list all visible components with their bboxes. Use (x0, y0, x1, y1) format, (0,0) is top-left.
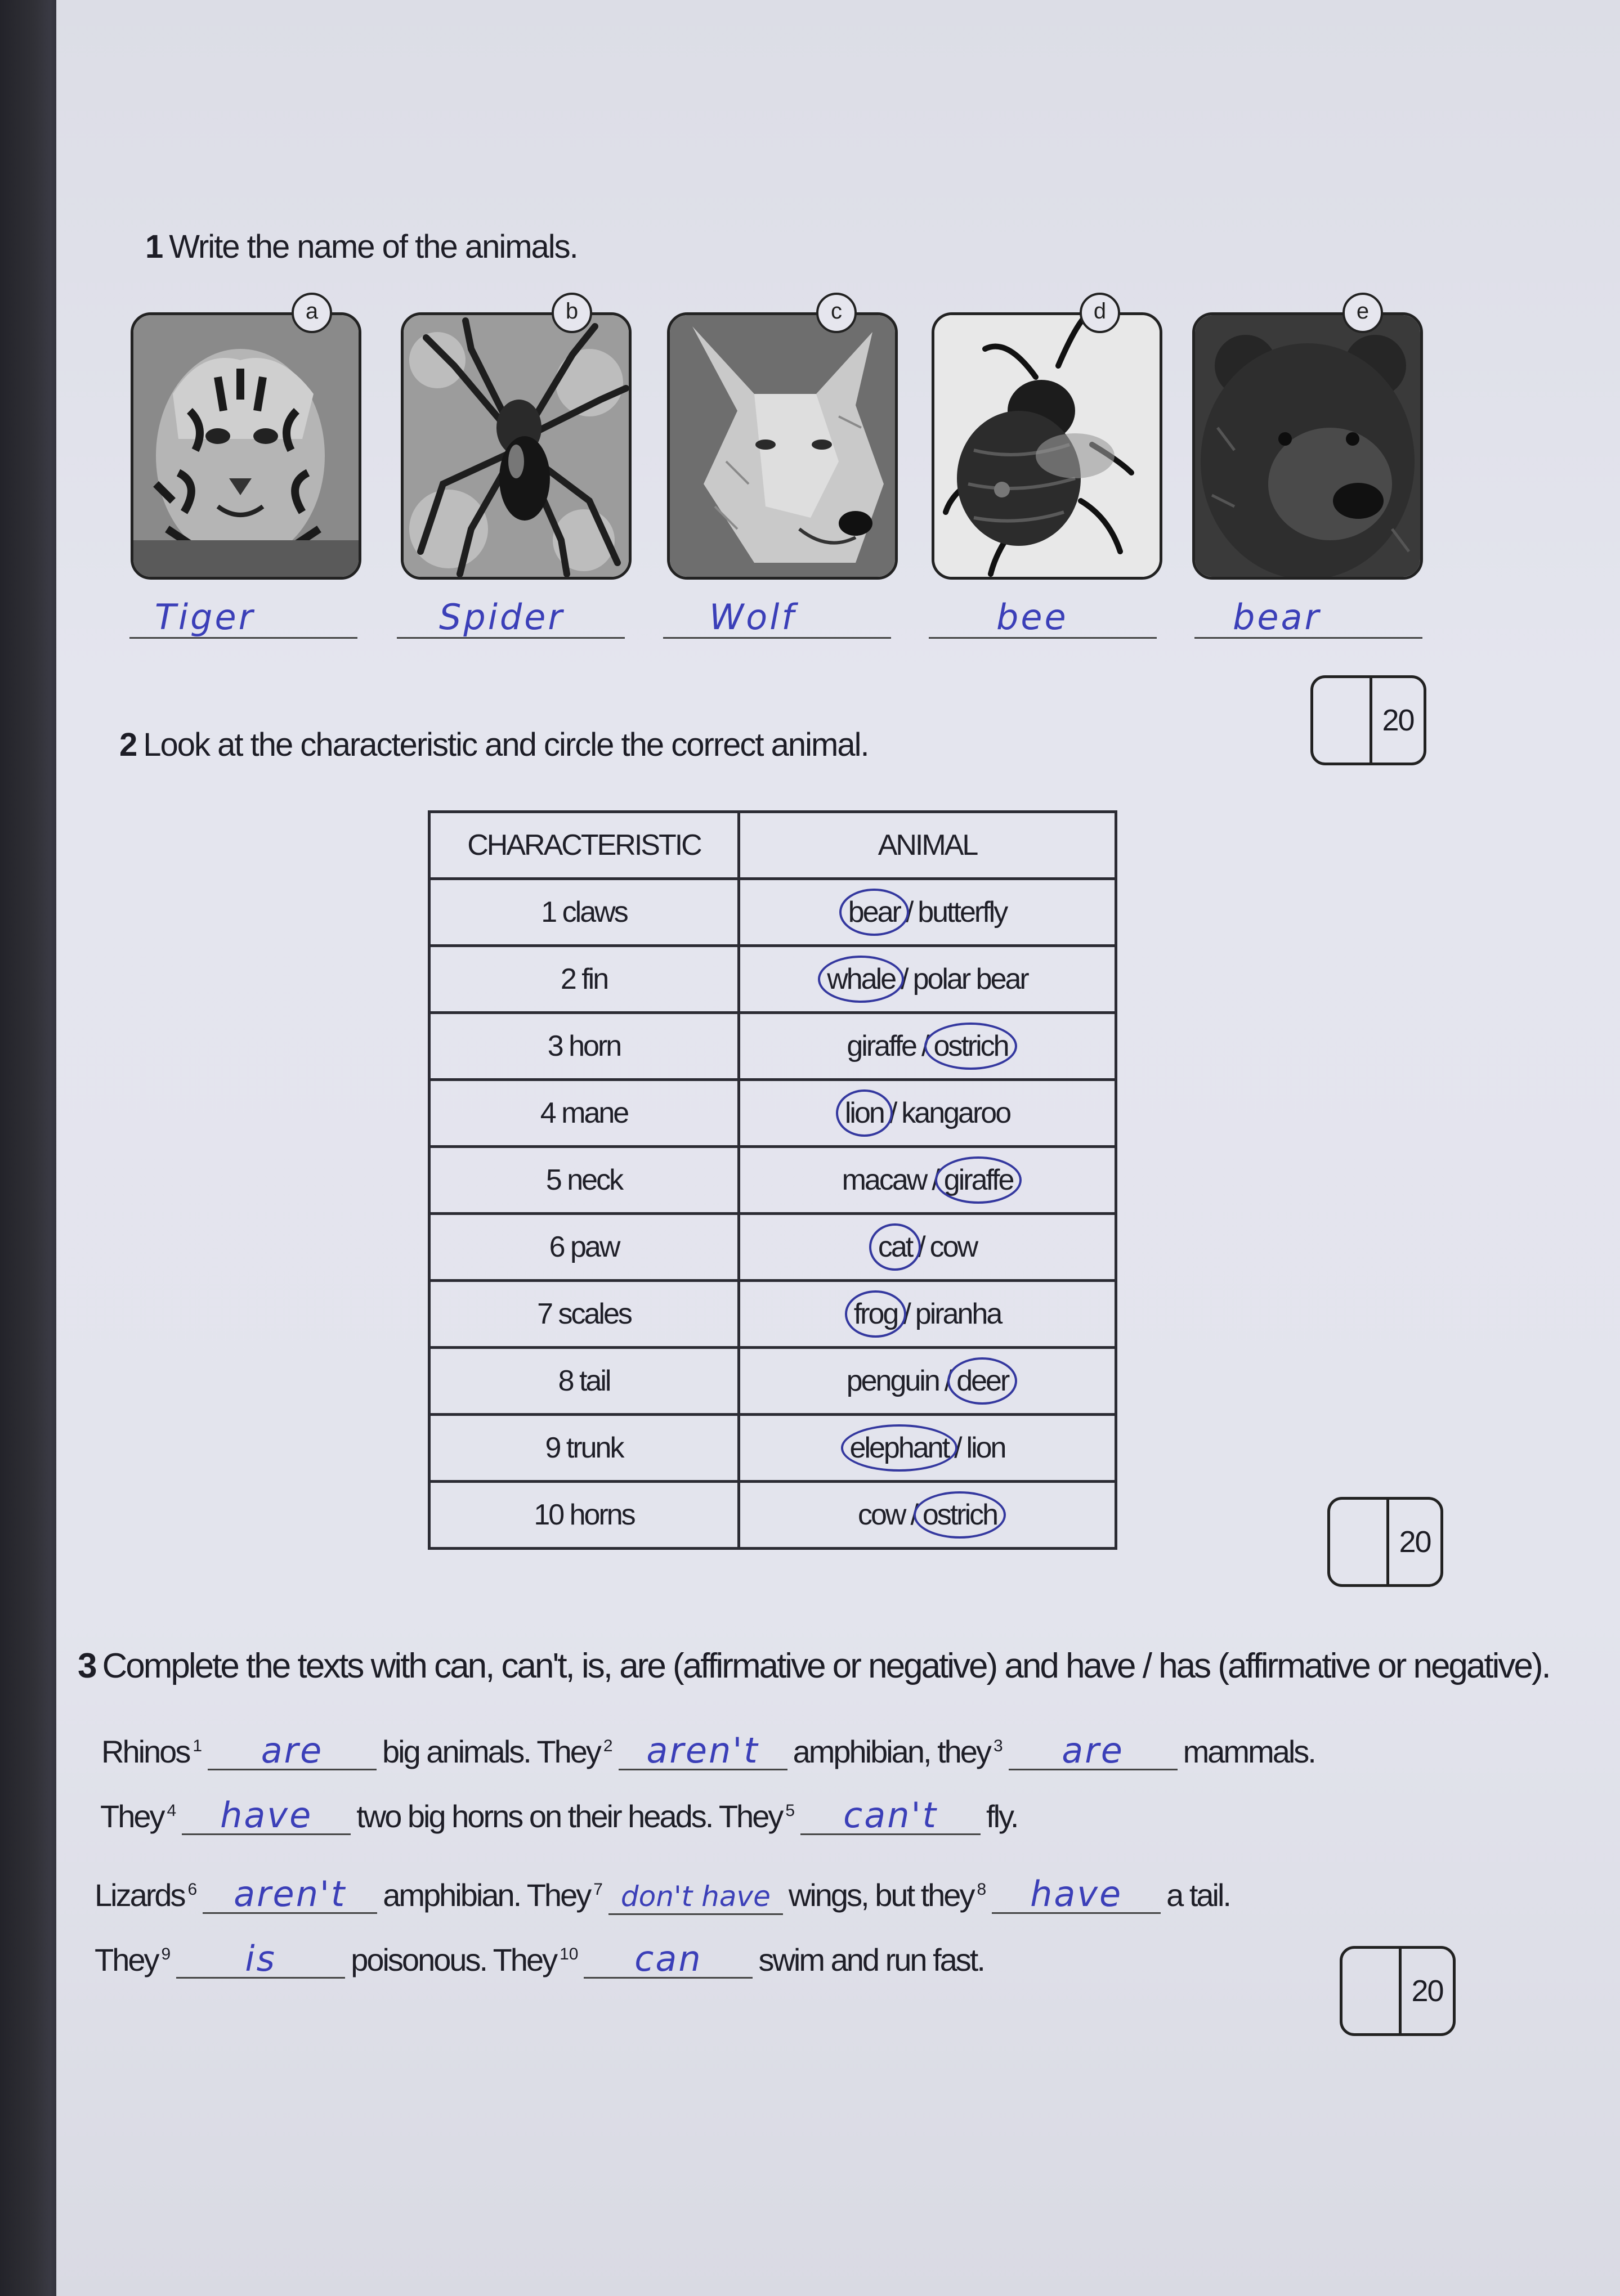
text-segment: Lizards (95, 1877, 185, 1913)
exercise1-instruction: Write the name of the animals. (169, 228, 578, 265)
characteristic-cell: 9 trunk (429, 1415, 739, 1482)
characteristic-cell: 1 claws (429, 879, 739, 946)
picture-letter-d: d (1080, 293, 1120, 333)
option-separator: / (889, 1097, 896, 1129)
gap-8[interactable] (992, 1873, 1161, 1914)
animal-option-1[interactable]: bear (844, 893, 905, 931)
animal-options-cell (739, 1348, 1116, 1415)
animal-options-cell (739, 1415, 1116, 1482)
animal-option-1[interactable]: lion (840, 1094, 888, 1132)
animal-options-cell (739, 1482, 1116, 1549)
picture-b-spider (401, 312, 632, 580)
gap-7[interactable] (608, 1878, 783, 1915)
animal-options-cell (739, 879, 1116, 946)
animal-option-2[interactable]: butterfly (918, 896, 1007, 929)
option-separator: / (918, 1231, 924, 1263)
gap-number: 4 (167, 1801, 177, 1820)
exercise1-heading (145, 228, 578, 266)
text-segment: wings, but they (788, 1877, 974, 1913)
text-segment: They (100, 1799, 164, 1834)
exercise3-line3 (95, 1873, 1230, 1915)
gap-5[interactable] (800, 1795, 981, 1836)
gap-number: 1 (193, 1737, 203, 1756)
animal-options-cell (739, 1080, 1116, 1147)
option-separator: / (932, 1164, 938, 1196)
picture-a-tiger (131, 312, 361, 580)
gap-4[interactable] (182, 1795, 351, 1836)
text-segment: amphibian. They (383, 1877, 590, 1913)
characteristic-cell: 4 mane (429, 1080, 739, 1147)
score-box-exercise3 (1340, 1946, 1456, 2036)
table-row (429, 1080, 1116, 1147)
text-segment: mammals. (1183, 1734, 1315, 1769)
gap-number: 7 (593, 1880, 603, 1899)
text-segment: fly. (986, 1799, 1018, 1834)
option-separator: / (901, 963, 907, 995)
score-points: 20 (1382, 703, 1414, 737)
exercise3-line1 (101, 1730, 1315, 1771)
characteristic-cell: 10 horns (429, 1482, 739, 1549)
option-separator: / (954, 1432, 961, 1464)
text-segment: a tail. (1166, 1877, 1230, 1913)
characteristic-cell: 7 scales (429, 1281, 739, 1348)
characteristic-cell: 8 tail (429, 1348, 739, 1415)
gap-1-answer: are (261, 1730, 324, 1771)
answer-d: bee (996, 597, 1068, 638)
exercise2-number: 2 (119, 727, 137, 763)
exercise2-heading (119, 726, 869, 764)
exercise1-number: 1 (145, 228, 163, 265)
option-separator: / (944, 1365, 951, 1397)
gap-9-answer: is (245, 1938, 276, 1979)
gap-number: 3 (993, 1737, 1003, 1756)
picture-letter-e: e (1342, 293, 1383, 333)
animal-option-1[interactable]: penguin (846, 1365, 939, 1397)
gap-10[interactable] (584, 1938, 753, 1979)
answer-c: Wolf (709, 597, 796, 638)
gap-10-answer: can (634, 1938, 702, 1979)
worksheet-page (56, 0, 1620, 2296)
animal-options-cell (739, 1013, 1116, 1080)
picture-letter-b: b (552, 293, 592, 333)
animal-option-2[interactable]: cow (929, 1231, 977, 1263)
wolf-image (670, 315, 895, 577)
gap-8-answer: have (1030, 1873, 1123, 1914)
exercise3-number: 3 (78, 1647, 96, 1685)
option-separator: / (903, 1298, 910, 1330)
gap-number: 8 (977, 1880, 987, 1899)
picture-d-bee (932, 312, 1162, 580)
table-row (429, 1482, 1116, 1549)
answer-a: Tiger (155, 597, 256, 638)
table-row (429, 946, 1116, 1013)
header-animal: ANIMAL (739, 812, 1116, 879)
exercise3-line4 (95, 1938, 984, 1979)
picture-letter-a: a (292, 293, 332, 333)
characteristic-cell: 3 horn (429, 1013, 739, 1080)
answer-b: Spider (439, 597, 565, 638)
table-row (429, 1415, 1116, 1482)
text-segment: swim and run fast. (758, 1942, 984, 1977)
table-row (429, 879, 1116, 946)
picture-letter-c: c (816, 293, 857, 333)
gap-2-answer: aren't (646, 1730, 759, 1771)
score-points: 20 (1411, 1974, 1443, 2008)
bee-image (934, 315, 1160, 577)
tiger-image (133, 315, 359, 577)
animal-option-1[interactable]: giraffe (847, 1030, 916, 1062)
table-row (429, 1147, 1116, 1214)
gap-number: 6 (187, 1880, 198, 1899)
gap-5-answer: can't (843, 1795, 938, 1836)
score-box-exercise1 (1310, 675, 1426, 765)
exercise3-heading (78, 1646, 1550, 1686)
score-box-exercise2 (1327, 1497, 1443, 1587)
exercise3-instruction: Complete the texts with can, can't, is, are (affirmative or negative) and have / has (affirmative or negative). (102, 1647, 1550, 1685)
characteristic-cell: 6 paw (429, 1214, 739, 1281)
option-separator: / (910, 1499, 917, 1531)
animal-option-2[interactable]: ostrich (929, 1027, 1012, 1065)
gap-number: 9 (161, 1945, 171, 1964)
animal-option-2[interactable]: lion (966, 1432, 1005, 1464)
gap-1[interactable] (208, 1730, 377, 1771)
animal-option-2[interactable]: kangaroo (901, 1097, 1010, 1129)
option-separator: / (921, 1030, 928, 1062)
animal-option-2[interactable]: polar bear (912, 963, 1028, 995)
table-header-row (429, 812, 1116, 879)
option-separator: / (905, 896, 912, 929)
animal-option-2[interactable]: piranha (915, 1298, 1001, 1330)
animal-option-1[interactable]: cow (857, 1499, 905, 1531)
answer-e: bear (1233, 597, 1321, 638)
animal-option-1[interactable]: macaw (842, 1164, 927, 1196)
gap-2[interactable] (619, 1730, 787, 1771)
table-row (429, 1348, 1116, 1415)
gap-6[interactable] (203, 1873, 377, 1914)
gap-number: 2 (603, 1737, 613, 1756)
animal-options-cell (739, 1214, 1116, 1281)
characteristics-table (428, 810, 1117, 1550)
exercise2-instruction: Look at the characteristic and circle the correct animal. (143, 727, 869, 763)
characteristic-cell: 5 neck (429, 1147, 739, 1214)
animal-option-2[interactable]: giraffe (939, 1161, 1018, 1199)
text-segment: Rhinos (101, 1734, 190, 1769)
table-row (429, 1281, 1116, 1348)
text-segment: poisonous. They (351, 1942, 557, 1977)
gap-4-answer: have (220, 1795, 313, 1836)
text-segment: They (95, 1942, 158, 1977)
animal-option-1[interactable]: whale (822, 960, 899, 998)
gap-9[interactable] (176, 1938, 345, 1979)
spider-image (404, 315, 629, 577)
gap-number: 5 (785, 1801, 795, 1820)
picture-c-wolf (667, 312, 898, 580)
animal-options-cell (739, 1147, 1116, 1214)
picture-e-bear (1192, 312, 1423, 580)
animal-option-1[interactable]: cat (874, 1228, 916, 1266)
text-segment: big animals. They (382, 1734, 600, 1769)
gap-3-answer: are (1062, 1730, 1124, 1771)
bear-image (1195, 315, 1420, 577)
text-segment: amphibian, they (793, 1734, 990, 1769)
animal-option-1[interactable]: frog (849, 1295, 902, 1333)
animal-option-2[interactable]: deer (952, 1362, 1013, 1400)
table-row (429, 1013, 1116, 1080)
characteristic-cell: 2 fin (429, 946, 739, 1013)
gap-number: 10 (560, 1945, 579, 1964)
animal-options-cell (739, 946, 1116, 1013)
gap-6-answer: aren't (234, 1873, 347, 1914)
gap-3[interactable] (1009, 1730, 1178, 1771)
gap-7-answer: don't have (620, 1880, 771, 1913)
header-characteristic: CHARACTERISTIC (429, 812, 739, 879)
text-segment: two big horns on their heads. They (356, 1799, 782, 1834)
table-row (429, 1214, 1116, 1281)
exercise3-line2 (100, 1795, 1018, 1836)
score-points: 20 (1399, 1525, 1431, 1559)
animal-options-cell (739, 1281, 1116, 1348)
animal-option-1[interactable]: elephant (845, 1429, 954, 1467)
animal-option-2[interactable]: ostrich (918, 1496, 1001, 1534)
